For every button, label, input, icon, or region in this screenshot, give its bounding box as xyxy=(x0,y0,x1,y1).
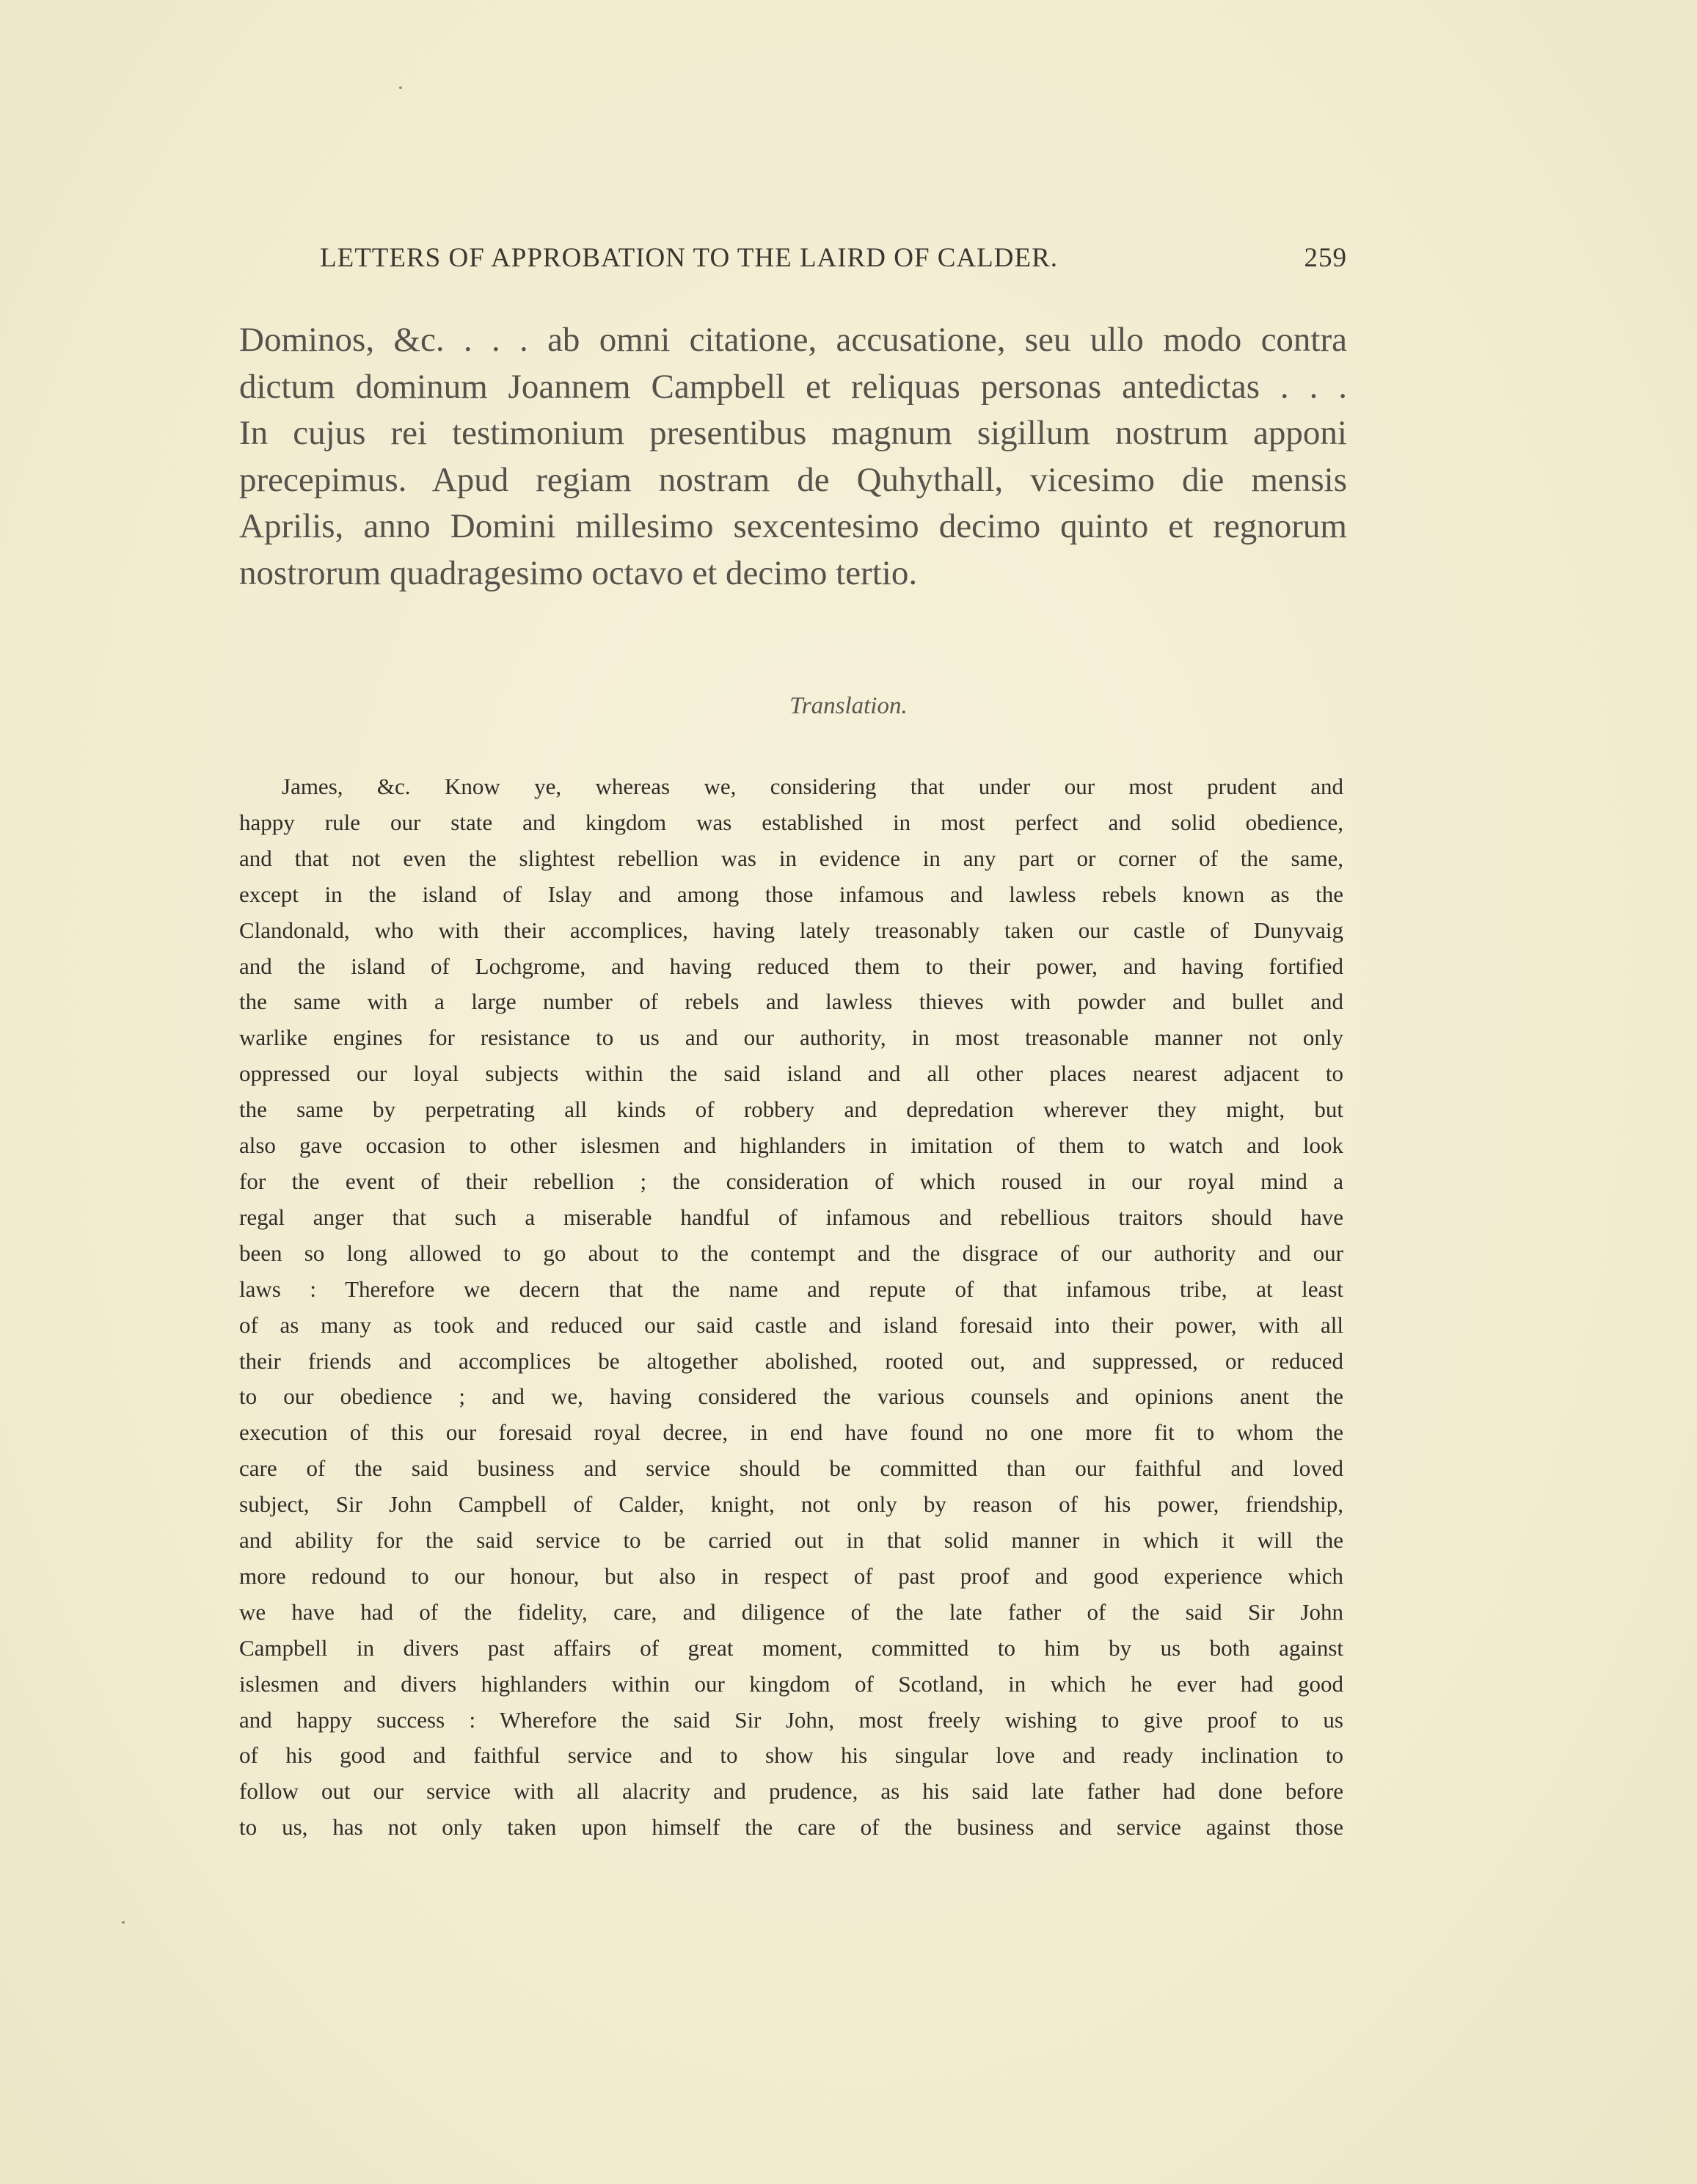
translation-line: and that not even the slightest rebellion was in evidence in any part or corner of the same, xyxy=(239,845,1343,871)
translation-line: Campbell in divers past affairs of great moment, committed to him by us both against xyxy=(239,1634,1343,1661)
translation-line: the same with a large number of rebels and lawless thieves with powder and bullet and xyxy=(239,989,1343,1015)
translation-line: care of the said business and service should be committed than our faithful and loved xyxy=(239,1455,1343,1482)
latin-passage xyxy=(239,317,1347,597)
translation-line: also gave occasion to other islesmen and highlanders in imitation of them to watch and look xyxy=(239,1132,1343,1159)
page-number: 259 xyxy=(1304,243,1347,273)
latin-line: dictum dominum Joannem Campbell et reliquas personas antedictas . . . xyxy=(239,367,1347,406)
translation-line: oppressed our loyal subjects within the said island and all other places nearest adjacent to xyxy=(239,1060,1343,1087)
translation-line: and ability for the said service to be carried out in that solid manner in which it will the xyxy=(239,1527,1343,1554)
translation-line: follow out our service with all alacrity and prudence, as his said late father had done before xyxy=(239,1778,1343,1805)
translation-line: to us, has not only taken upon himself the care of the business and service against those xyxy=(239,1814,1343,1841)
paper-speck xyxy=(122,1921,125,1923)
latin-line: nostrorum quadragesimo octavo et decimo tertio. xyxy=(239,553,918,592)
latin-line: precepimus. Apud regiam nostram de Quhythall, vicesimo die mensis xyxy=(239,460,1347,499)
translation-line: we have had of the fidelity, care, and diligence of the late father of the said Sir John xyxy=(239,1598,1343,1625)
translation-heading: Translation. xyxy=(789,693,908,719)
translation-line: except in the island of Islay and among those infamous and lawless rebels known as the xyxy=(239,881,1343,907)
translation-line: regal anger that such a miserable handful of infamous and rebellious traitors should have xyxy=(239,1204,1343,1230)
translation-line: islesmen and divers highlanders within our kingdom of Scotland, in which he ever had good xyxy=(239,1670,1343,1697)
translation-line: and happy success : Wherefore the said Sir John, most freely wishing to give proof to us xyxy=(239,1706,1343,1733)
translation-body xyxy=(239,769,1343,1846)
translation-line: the same by perpetrating all kinds of robbery and depredation wherever they might, but xyxy=(239,1096,1343,1123)
latin-line: In cujus rei testimonium presentibus magnum sigillum nostrum apponi xyxy=(239,414,1347,452)
translation-line: of as many as took and reduced our said castle and island foresaid into their power, with all xyxy=(239,1311,1343,1338)
latin-line: Aprilis, anno Domini millesimo sexcentesimo decimo quinto et regnorum xyxy=(239,507,1347,545)
running-header xyxy=(320,242,1347,274)
translation-line: Clandonald, who with their accomplices, having lately treasonably taken our castle of Dunyvaig xyxy=(239,917,1343,943)
translation-line: subject, Sir John Campbell of Calder, knight, not only by reason of his power, friendship, xyxy=(239,1491,1343,1518)
translation-line: warlike engines for resistance to us and our authority, in most treasonable manner not only xyxy=(239,1024,1343,1051)
translation-line: been so long allowed to go about to the contempt and the disgrace of our authority and our xyxy=(239,1240,1343,1266)
translation-line: more redound to our honour, but also in respect of past proof and good experience which xyxy=(239,1562,1343,1589)
running-title: LETTERS OF APPROBATION TO THE LAIRD OF CALDER. xyxy=(320,243,1059,273)
translation-line: happy rule our state and kingdom was established in most perfect and solid obedience, xyxy=(239,809,1343,835)
translation-line: laws : Therefore we decern that the name and repute of that infamous tribe, at least xyxy=(239,1275,1343,1302)
translation-line: to our obedience ; and we, having considered the various counsels and opinions anent the xyxy=(239,1383,1343,1410)
translation-line: of his good and faithful service and to show his singular love and ready inclination to xyxy=(239,1742,1343,1769)
translation-line: and the island of Lochgrome, and having reduced them to their power, and having fortified xyxy=(239,953,1343,979)
translation-line: James, &c. Know ye, whereas we, considering that under our most prudent and xyxy=(282,774,1343,799)
paper-speck xyxy=(399,87,402,89)
translation-line: their friends and accomplices be altogether abolished, rooted out, and suppressed, or reduced xyxy=(239,1347,1343,1374)
translation-line: for the event of their rebellion ; the consideration of which roused in our royal mind a xyxy=(239,1168,1343,1194)
latin-line: Dominos, &c. . . . ab omni citatione, accusatione, seu ullo modo contra xyxy=(239,321,1347,359)
translation-line: execution of this our foresaid royal decree, in end have found no one more fit to whom the xyxy=(239,1419,1343,1446)
